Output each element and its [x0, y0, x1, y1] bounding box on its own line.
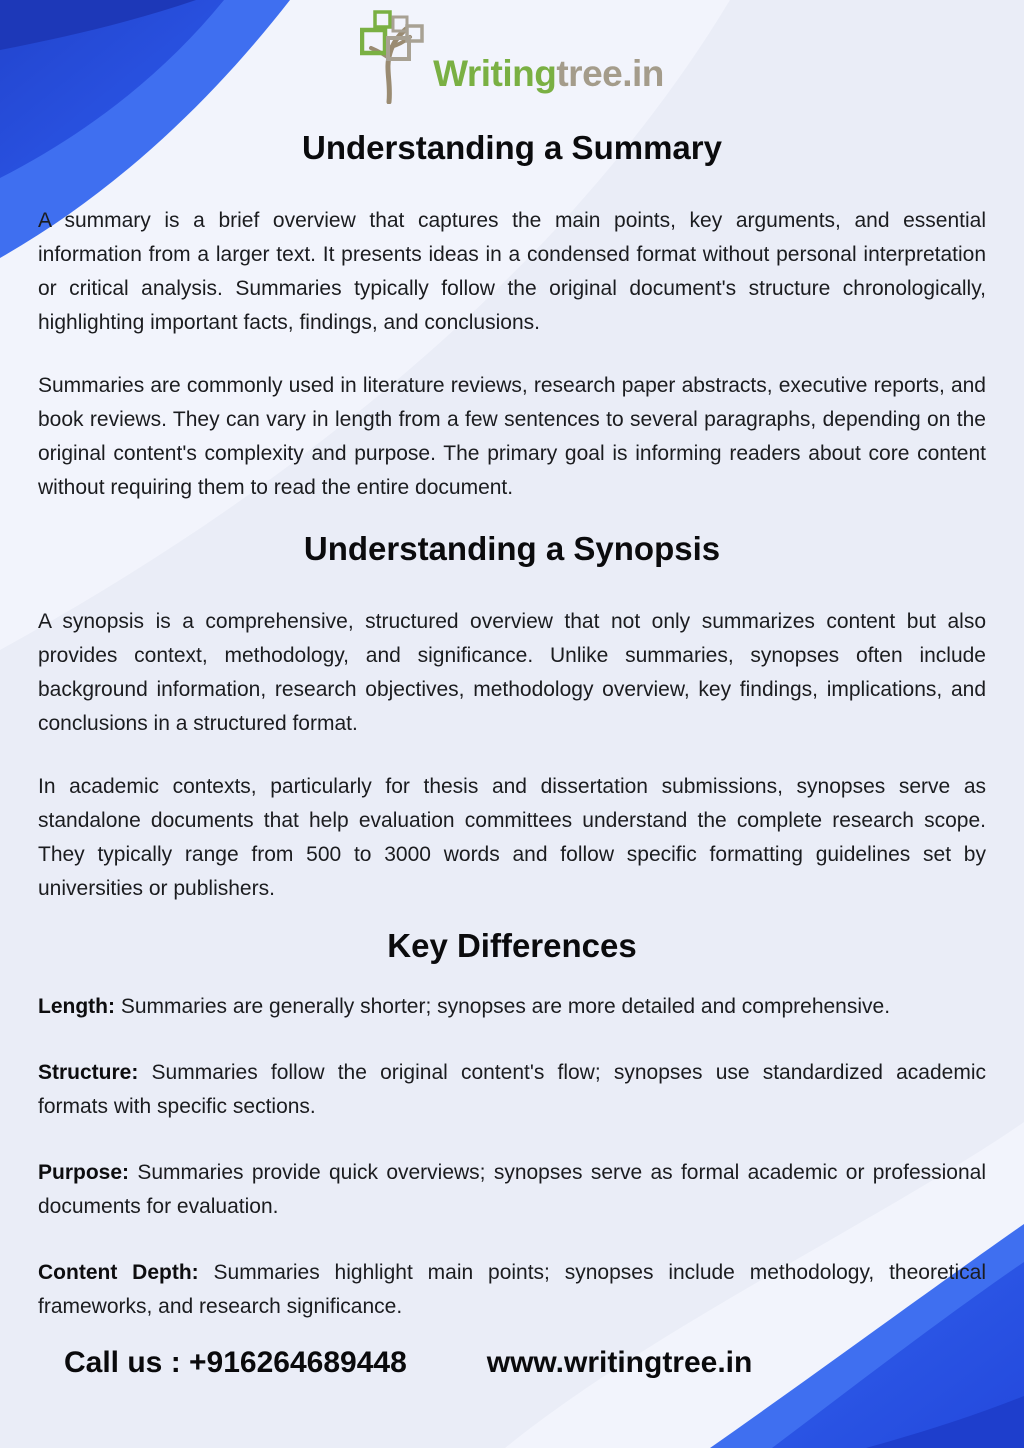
diff-text-content-depth: Summaries highlight main points; synopses include methodology, theoretical frameworks, and research significance. [38, 1261, 986, 1318]
heading-key-differences: Key Differences [387, 927, 637, 964]
writingtree-logo [38, 0, 986, 109]
paragraph-summary-1: A summary is a brief overview that captures the main points, key arguments, and essential information from a larger text. It presents ideas in a condensed format without personal interpretation or critical analysis. Summaries typically follow the original document's structure chronologically, highlighting important facts, findings, and conclusions. [38, 209, 986, 334]
footer-website: www.writingtree.in [486, 1346, 753, 1379]
brand-part-writing: Writing [433, 53, 557, 94]
paragraph-synopsis-1: A synopsis is a comprehensive, structured overview that not only summarizes content but also provides context, methodology, and significance. Unlike summaries, synopses often include background information, research objectives, methodology overview, key findings, implications, and conclusions in a structured format. [38, 610, 986, 735]
heading-understanding-summary: Understanding a Summary [302, 129, 722, 166]
diff-text-purpose: Summaries provide quick overviews; synopses serve as formal academic or professional documents for evaluation. [38, 1161, 986, 1218]
footer-phone: Call us : +916264689448 [64, 1346, 407, 1379]
diff-item-purpose [38, 1156, 986, 1224]
tree-icon [360, 7, 424, 109]
diff-item-structure [38, 1056, 986, 1124]
diff-label-content-depth: Content Depth: [38, 1261, 199, 1284]
paragraph-synopsis-2: In academic contexts, particularly for thesis and dissertation submissions, synopses serve as standalone documents that help evaluation committees understand the complete research scope. They typically range from 500 to 3000 words and follow specific formatting guidelines set by universities or publishers. [38, 775, 986, 900]
diff-item-content-depth [38, 1256, 986, 1324]
footer [64, 1346, 752, 1380]
diff-label-length: Length: [38, 995, 115, 1018]
brand-wordmark [433, 55, 664, 92]
paragraph-summary-2: Summaries are commonly used in literature reviews, research paper abstracts, executive reports, and book reviews. They can vary in length from a few sentences to several paragraphs, depending on the original content's complexity and purpose. The primary goal is informing readers about core content without requiring them to read the entire document. [38, 374, 986, 499]
diff-text-length: Summaries are generally shorter; synopses are more detailed and comprehensive. [120, 995, 891, 1018]
diff-label-purpose: Purpose: [38, 1161, 130, 1184]
diff-item-length [38, 990, 986, 1024]
diff-label-structure: Structure: [38, 1061, 139, 1084]
heading-understanding-synopsis: Understanding a Synopsis [303, 530, 721, 567]
diff-text-structure: Summaries follow the original content's flow; synopses use standardized academic formats with specific sections. [38, 1061, 987, 1118]
brand-part-tree-in: tree.in [556, 53, 664, 94]
